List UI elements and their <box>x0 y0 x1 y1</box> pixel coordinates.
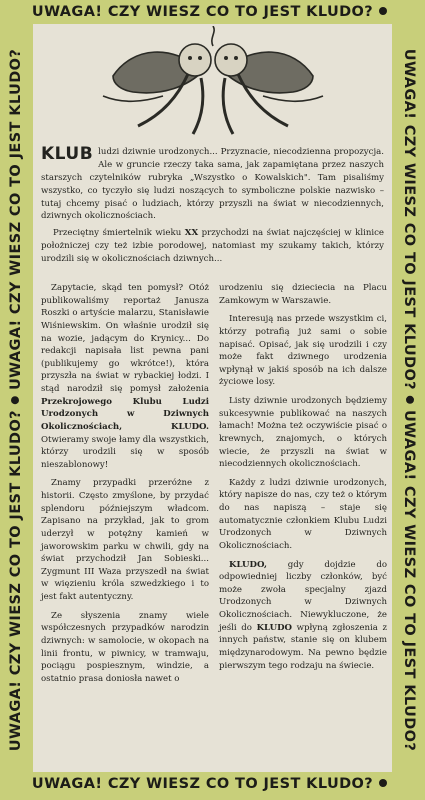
article-column-left <box>41 282 209 691</box>
article-panel <box>33 24 392 772</box>
left-paragraph-3: Ze słyszenia znamy wiele współczesnych przypadków narodzin dziwnych: w samolocie, w okopach na linii frontu, w piwnicy, w tramwaju, pociągu pospiesznym, windzie, a ostatnio prasa doniosła nawet o <box>41 610 209 684</box>
left-paragraph-2: Znamy przypadki przeróżne z historii. Często zmyślone, by przydać splendoru późniejszym władcom. Zapisano na przykład, jak to grom uderzył w potężny kamień w jaworowskim parku w chwili, gdy na świat przychodził Jan Sobieski... Zygmunt III Waza przyszedł na świat w więzieniu króla szwedzkiego i to jest fakt autentyczny. <box>41 478 209 602</box>
right-paragraph-4: Każdy z ludzi dziwnie urodzonych, który napisze do nas, czy też o którym do nas napiszą – staje się automatycznie członkiem Klubu Ludzi Urodzonych w Dziwnych Okolicznościach. <box>219 477 387 551</box>
left-paragraph-1: Zapytacie, skąd ten pomysł? Otóż publikowaliśmy reportaż Janusza Roszki o artyście malarzu, Stanisławie Wiśniewskim. On właśnie urodził się na wozie, jadącym do Krynicy... Do redakcji napisała list pewna pani (publikujemy go wkrótce!), która przyszła na świat w rybackiej łodzi. I stąd narodził się pomysł założenia Przekrojowego Klubu Ludzi Urodzonych w Dziwnych Okolicznościach, KLUDO. Otwieramy swoje łamy dla wszystkich, którzy urodzili się w sposób nieszablonowy! <box>41 283 209 470</box>
article-intro <box>41 146 384 270</box>
right-paragraph-5: KLUDO, gdy dojdzie do odpowiedniej liczby członków, być może zwoła specjalny zjazd Urodzonych w Dziwnych Okolicznościach. Niewykluczone, że jeśli do KLUDO wpłyną zgłoszenia z innych państw, stanie się on klubem międzynarodowym. Na pewno będzie pierwszym tego rodzaju na świecie. <box>219 559 387 671</box>
right-paragraph-2: Interesują nas przede wszystkim ci, którzy potrafią już sami o sobie napisać. Opisać, jak się urodzili i czy może fakt dziwnego urodzenia wpłynął w jakiś sposób na ich dalsze życiowe losy. <box>219 314 387 388</box>
intro-paragraph-1: KLUB ludzi dziwnie urodzonych... Przyznacie, niecodzienna propozycja. Ale w gruncie rzeczy taka sama, jak zapamiętana przez naszych starszych czytelników rubryka „Wszystko o Kowalskich". Tam pisaliśmy wszystko, co tyczyło się ludzi noszących to symboliczne polskie nazwisko – tutaj chcemy pisać o ludziach, którzy przyszli na świat w niecodziennych, dziwnych okolicznościach. <box>41 144 384 222</box>
right-paragraph-1: urodzeniu się dzieciecia na Placu Zamkowym w Warszawie. <box>219 283 387 306</box>
frame-slogan-bottom: UWAGA! CZY WIESZ CO TO JEST KLUDO? <box>0 776 425 792</box>
right-paragraph-3: Listy dziwnie urodzonych będziemy sukcesywnie publikować na naszych łamach! Można też oczywiście pisać o krewnych, znajomych, o których wiecie, że przyszli na świat w niecodziennych okolicznościach. <box>219 396 387 470</box>
frame-slogan-left: UWAGA! CZY WIESZ CO TO JEST KLUDO?UWAGA! CZY WIESZ CO TO JEST KLUDO? <box>8 48 24 752</box>
cherubs-ornament-icon <box>93 26 333 144</box>
klub-heading: KLUB <box>41 144 94 164</box>
bullet-dot <box>379 7 387 15</box>
frame-slogan-top: UWAGA! CZY WIESZ CO TO JEST KLUDO? <box>0 4 425 20</box>
frame-slogan-right: UWAGA! CZY WIESZ CO TO JEST KLUDO?UWAGA! CZY WIESZ CO TO JEST KLUDO? <box>401 48 417 752</box>
bullet-dot <box>11 396 19 404</box>
article-column-right <box>219 282 387 678</box>
intro-paragraph-2: Przeciętny śmiertelnik wieku XX przychodzi na świat najczęściej w klinice położniczej czy też izbie porodowej, natomiast my szukamy takich, którzy urodzili się w okolicznościach dziwnych... <box>41 228 384 265</box>
bullet-dot <box>379 779 387 787</box>
bullet-dot <box>406 396 414 404</box>
